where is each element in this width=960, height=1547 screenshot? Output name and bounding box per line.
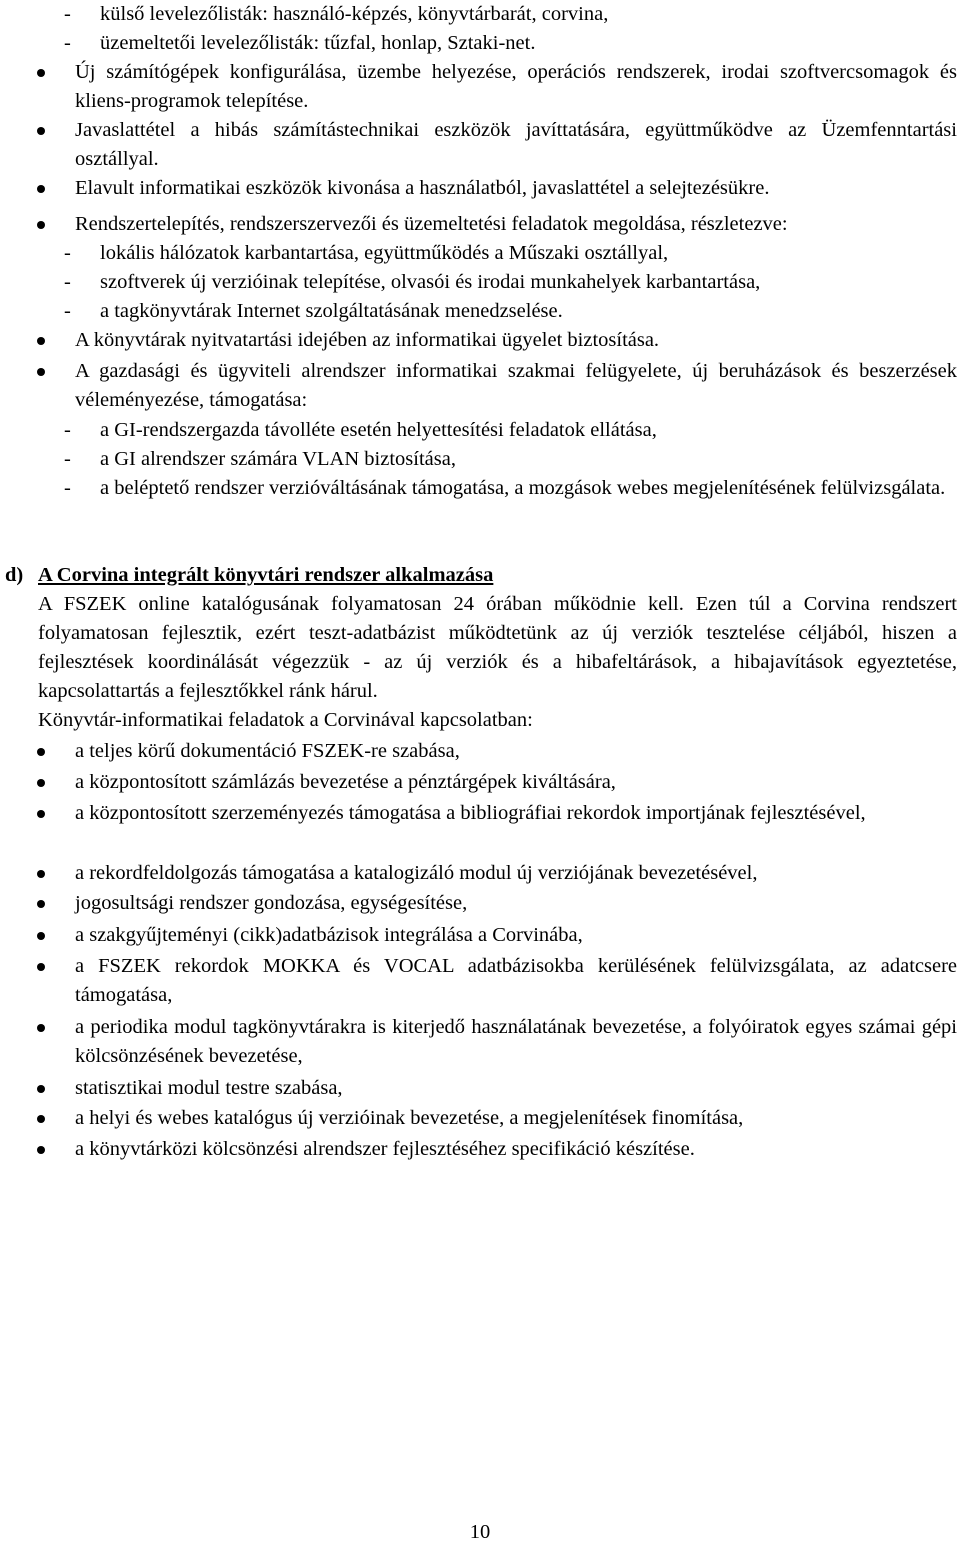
bullet-icon	[37, 185, 45, 193]
dash-marker: -	[64, 419, 71, 441]
list-item-text: lokális hálózatok karbantartása, együttműködés a Műszaki osztállyal,	[100, 242, 669, 264]
bullet-icon	[37, 1146, 45, 1154]
bullet-icon	[37, 69, 45, 77]
bullet-icon	[37, 368, 45, 376]
section-title: A Corvina integrált könyvtári rendszer alkalmazása	[38, 564, 494, 586]
bullet-icon	[37, 870, 45, 878]
dash-marker: -	[64, 242, 71, 264]
list-item-text: üzemeltetői levelezőlisták: tűzfal, honlap, Sztaki-net.	[100, 32, 536, 54]
bullet-icon	[37, 810, 45, 818]
bullet-icon	[37, 779, 45, 787]
dash-marker: -	[64, 3, 71, 25]
bullet-icon	[37, 127, 45, 135]
page-number: 10	[469, 1521, 491, 1543]
list-item-text: külső levelezőlisták: használó-képzés, könyvtárbarát, corvina,	[100, 3, 609, 25]
list-item-text: a GI alrendszer számára VLAN biztosítása,	[100, 448, 456, 470]
list-item-text: Javaslattétel a hibás számítástechnikai eszközök javíttatására, együttműködve az Üzemfenntartási osztállyal.	[75, 119, 957, 170]
list-item-text: a rekordfeldolgozás támogatása a katalogizáló modul új verziójának bevezetésével,	[75, 862, 758, 884]
section-intro: Könyvtár-informatikai feladatok a Corvinával kapcsolatban:	[38, 709, 533, 731]
list-item-text: a helyi és webes katalógus új verzióinak bevezetése, a megjelenítések finomítása,	[75, 1107, 744, 1129]
list-item-text: A gazdasági és ügyviteli alrendszer informatikai szakmai felügyelete, új beruházások és beszerzések véleményezése, támogatása:	[75, 360, 957, 411]
bullet-icon	[37, 932, 45, 940]
list-item-text: Rendszertelepítés, rendszerszervezői és üzemeltetési feladatok megoldása, részletezve:	[75, 213, 788, 235]
dash-marker: -	[64, 448, 71, 470]
dash-marker: -	[64, 32, 71, 54]
bullet-icon	[37, 337, 45, 345]
list-item-text: Elavult informatikai eszközök kivonása a használatból, javaslattétel a selejtezésükre.	[75, 177, 770, 199]
list-item-text: jogosultsági rendszer gondozása, egységesítése,	[75, 892, 468, 914]
list-item-text: a GI-rendszergazda távolléte esetén helyettesítési feladatok ellátása,	[100, 419, 657, 441]
dash-marker: -	[64, 271, 71, 293]
dash-marker: -	[64, 477, 71, 499]
section-paragraph: A FSZEK online katalógusának folyamatosan 24 órában működnie kell. Ezen túl a Corvina rendszert folyamatosan fejlesztik, ezért teszt-adatbázist működtetünk az új verziók tesztelése céljából, hiszen a fejlesztések koordinálását végezzük - az új verziók és a hibafeltárások, a hibajavítások egyeztetése, kapcsolattartás a fejlesztőkkel ránk hárul.	[38, 593, 957, 702]
bullet-icon	[37, 221, 45, 229]
list-item-text: A könyvtárak nyitvatartási idejében az informatikai ügyelet biztosítása.	[75, 329, 660, 351]
list-item-text: statisztikai modul testre szabása,	[75, 1077, 343, 1099]
bullet-icon	[37, 900, 45, 908]
list-item-text: a központosított szerzeményezés támogatása a bibliográfiai rekordok importjának fejlesztésével,	[75, 802, 866, 824]
bullet-icon	[37, 1024, 45, 1032]
list-item-text: a központosított számlázás bevezetése a pénztárgépek kiváltására,	[75, 771, 616, 793]
list-item-text: Új számítógépek konfigurálása, üzembe helyezése, operációs rendszerek, irodai szoftvercsomagok és kliens-programok telepítése.	[75, 61, 957, 112]
list-item-text: a tagkönyvtárak Internet szolgáltatásának menedzselése.	[100, 300, 563, 322]
list-item-text: a beléptető rendszer verzióváltásának támogatása, a mozgások webes megjelenítésének felülvizsgálata.	[100, 477, 946, 499]
list-item-text: a FSZEK rekordok MOKKA és VOCAL adatbázisokba kerülésének felülvizsgálata, az adatcsere támogatása,	[75, 955, 957, 1006]
section-heading	[5, 561, 493, 590]
bullet-icon	[37, 1085, 45, 1093]
dash-marker: -	[64, 300, 71, 322]
bullet-icon	[37, 1115, 45, 1123]
bullet-icon	[37, 748, 45, 756]
list-item-text: a szakgyűjteményi (cikk)adatbázisok integrálása a Corvinába,	[75, 924, 583, 946]
section-label: d)	[5, 564, 24, 586]
bullet-icon	[37, 963, 45, 971]
list-item-text: a teljes körű dokumentáció FSZEK-re szabása,	[75, 740, 460, 762]
list-item-text: szoftverek új verzióinak telepítése, olvasói és irodai munkahelyek karbantartása,	[100, 271, 761, 293]
list-item-text: a periodika modul tagkönyvtárakra is kiterjedő használatának bevezetése, a folyóiratok egyes számai gépi kölcsönzésének bevezetése,	[75, 1016, 957, 1067]
list-item-text: a könyvtárközi kölcsönzési alrendszer fejlesztéséhez specifikáció készítése.	[75, 1138, 695, 1160]
